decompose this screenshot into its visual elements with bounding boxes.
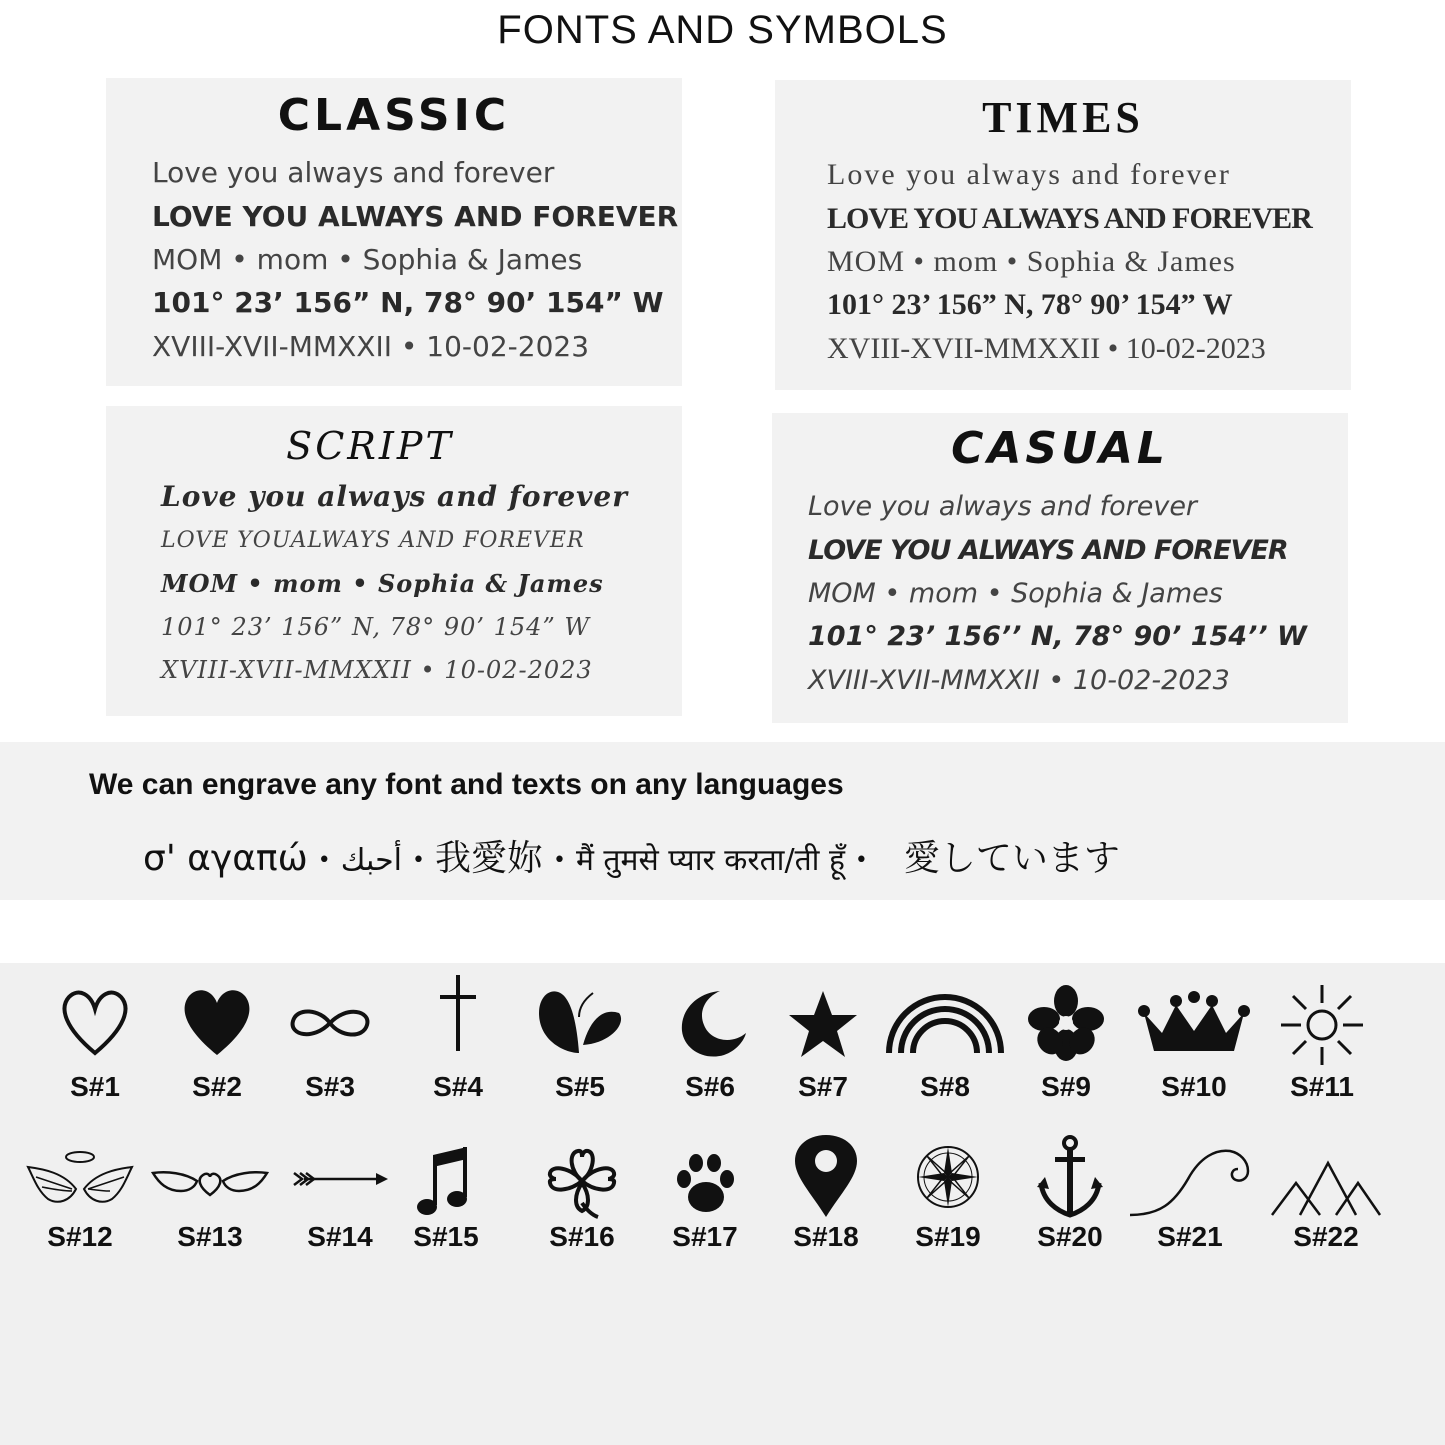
symbol-s7[interactable] — [763, 983, 883, 1133]
symbol-s3[interactable] — [270, 983, 390, 1133]
symbol-s12[interactable] — [20, 1143, 140, 1293]
crown-icon — [1136, 983, 1252, 1063]
font-title-script: SCRIPT — [286, 424, 454, 468]
wave-icon — [1130, 1143, 1250, 1223]
paw-print-icon — [670, 1143, 740, 1223]
symbol-label: S#15 — [413, 1221, 479, 1252]
sample-line-2: LOVE YOU ALWAYS AND FOREVER — [808, 535, 1288, 566]
cross-icon — [428, 973, 488, 1053]
symbol-label: S#11 — [1290, 1071, 1354, 1102]
symbol-s15[interactable] — [386, 1143, 506, 1293]
japanese-sample: 愛しています — [903, 838, 1120, 879]
symbol-label: S#18 — [793, 1221, 859, 1252]
music-note-icon — [411, 1143, 481, 1223]
symbol-label: S#16 — [549, 1221, 615, 1252]
sample-line-1: Love you always and forever — [152, 156, 555, 189]
clover-icon — [542, 1143, 622, 1223]
symbol-s19[interactable] — [888, 1143, 1008, 1293]
symbol-label: S#3 — [305, 1071, 355, 1102]
rainbow-icon — [885, 983, 1005, 1063]
symbol-label: S#12 — [47, 1221, 113, 1252]
languages-heading: We can engrave any font and texts on any languages — [89, 768, 844, 801]
symbol-label: S#6 — [685, 1071, 735, 1102]
symbol-label: S#22 — [1293, 1221, 1359, 1252]
chinese-sample: 我愛妳 — [434, 838, 543, 879]
languages-samples — [143, 830, 1120, 881]
mountains-icon — [1270, 1143, 1382, 1223]
sample-line-2: LOVE YOU ALWAYS AND FOREVER — [827, 202, 1312, 235]
font-title-classic: CLASSIC — [277, 90, 511, 141]
page-title: FONTS AND SYMBOLS — [497, 8, 948, 52]
font-panel-times — [775, 80, 1351, 390]
symbol-label: S#5 — [555, 1071, 605, 1102]
sample-line-3: MOM • mom • Sophia & James — [827, 245, 1236, 278]
symbol-s21[interactable] — [1130, 1143, 1250, 1293]
sample-line-3: MOM • mom • Sophia & James — [161, 569, 604, 598]
font-panel-classic — [106, 78, 682, 386]
symbol-label: S#20 — [1037, 1221, 1103, 1252]
sample-line-1: Love you always and forever — [827, 158, 1231, 191]
symbol-label: S#8 — [920, 1071, 970, 1102]
sample-line-4: 101° 23’ 156’’ N, 78° 90’ 154’’ W — [808, 621, 1307, 652]
languages-section — [0, 742, 1445, 900]
symbol-s20[interactable] — [1010, 1135, 1130, 1285]
symbol-label: S#17 — [672, 1221, 738, 1252]
separator-dot: • — [411, 847, 425, 873]
symbol-label: S#13 — [177, 1221, 243, 1252]
symbol-s16[interactable] — [522, 1143, 642, 1293]
compass-rose-icon — [908, 1143, 988, 1223]
hindi-sample: मैं तुमसे प्यार करता/ती हूँ — [575, 843, 845, 878]
symbol-label: S#9 — [1041, 1071, 1091, 1102]
separator-dot: • — [854, 847, 868, 873]
infinity-icon — [285, 983, 375, 1063]
location-pin-icon — [791, 1133, 861, 1219]
symbol-s1[interactable] — [35, 983, 155, 1133]
sample-line-5: XVIII-XVII-MMXXII • 10-02-2023 — [152, 330, 590, 363]
font-panel-script — [106, 406, 682, 716]
sample-line-3: MOM • mom • Sophia & James — [808, 578, 1223, 609]
sample-line-4: 101° 23’ 156” N, 78° 90’ 154” W — [152, 286, 664, 319]
symbol-s22[interactable] — [1266, 1143, 1386, 1293]
separator-dot: • — [317, 847, 331, 873]
symbol-label: S#10 — [1161, 1071, 1227, 1102]
flower-icon — [1026, 983, 1106, 1063]
symbol-s17[interactable] — [645, 1143, 765, 1293]
symbol-label: S#19 — [915, 1221, 981, 1252]
symbol-label: S#21 — [1157, 1221, 1223, 1252]
symbol-s11[interactable] — [1262, 983, 1382, 1133]
font-panel-casual — [772, 413, 1348, 723]
sample-line-4: 101° 23’ 156” N, 78° 90’ 154” W — [161, 613, 591, 641]
symbol-s13[interactable] — [150, 1143, 270, 1293]
heart-outline-icon — [55, 983, 135, 1063]
symbol-s2[interactable] — [157, 983, 277, 1133]
separator-dot: • — [552, 847, 566, 873]
arrow-icon — [290, 1143, 390, 1223]
winged-heart-icon — [151, 1143, 269, 1223]
sample-line-5: XVIII-XVII-MMXXII • 10-02-2023 — [161, 656, 593, 684]
symbol-s9[interactable] — [1006, 983, 1126, 1133]
sample-line-4: 101° 23’ 156” N, 78° 90’ 154” W — [827, 288, 1233, 321]
arabic-sample: أحبك — [340, 843, 402, 878]
symbols-section — [0, 963, 1445, 1445]
sample-line-5: XVIII-XVII-MMXXII • 10-02-2023 — [808, 665, 1230, 696]
crescent-moon-icon — [670, 983, 750, 1063]
sample-line-1: Love you always and forever — [161, 480, 629, 513]
butterfly-icon — [535, 983, 625, 1063]
symbol-label: S#14 — [307, 1221, 373, 1252]
sun-icon — [1277, 983, 1367, 1067]
symbol-s5[interactable] — [520, 983, 640, 1133]
symbol-label: S#1 — [70, 1071, 120, 1102]
font-title-casual: CASUAL — [951, 423, 1169, 474]
anchor-icon — [1035, 1135, 1105, 1221]
symbol-s6[interactable] — [650, 983, 770, 1133]
symbol-label: S#7 — [798, 1071, 848, 1102]
symbol-s18[interactable] — [766, 1133, 886, 1283]
font-title-times: TIMES — [982, 93, 1144, 142]
sample-line-3: MOM • mom • Sophia & James — [152, 243, 583, 276]
symbol-label: S#4 — [433, 1071, 483, 1102]
sample-line-5: XVIII-XVII-MMXXII • 10-02-2023 — [827, 332, 1266, 365]
heart-filled-icon — [177, 983, 257, 1063]
symbol-s10[interactable] — [1134, 983, 1254, 1133]
sample-line-2: LOVE YOU ALWAYS AND FOREVER — [152, 200, 679, 233]
star-icon — [783, 983, 863, 1063]
symbol-s14[interactable] — [280, 1143, 400, 1293]
sample-line-2: LOVE YOUALWAYS AND FOREVER — [161, 528, 585, 553]
greek-sample: σ' αγαπώ — [143, 838, 308, 879]
sample-line-1: Love you always and forever — [808, 491, 1198, 522]
symbol-s4[interactable] — [398, 973, 518, 1123]
symbol-s8[interactable] — [885, 983, 1005, 1133]
angel-wings-halo-icon — [24, 1143, 136, 1223]
symbol-label: S#2 — [192, 1071, 242, 1102]
